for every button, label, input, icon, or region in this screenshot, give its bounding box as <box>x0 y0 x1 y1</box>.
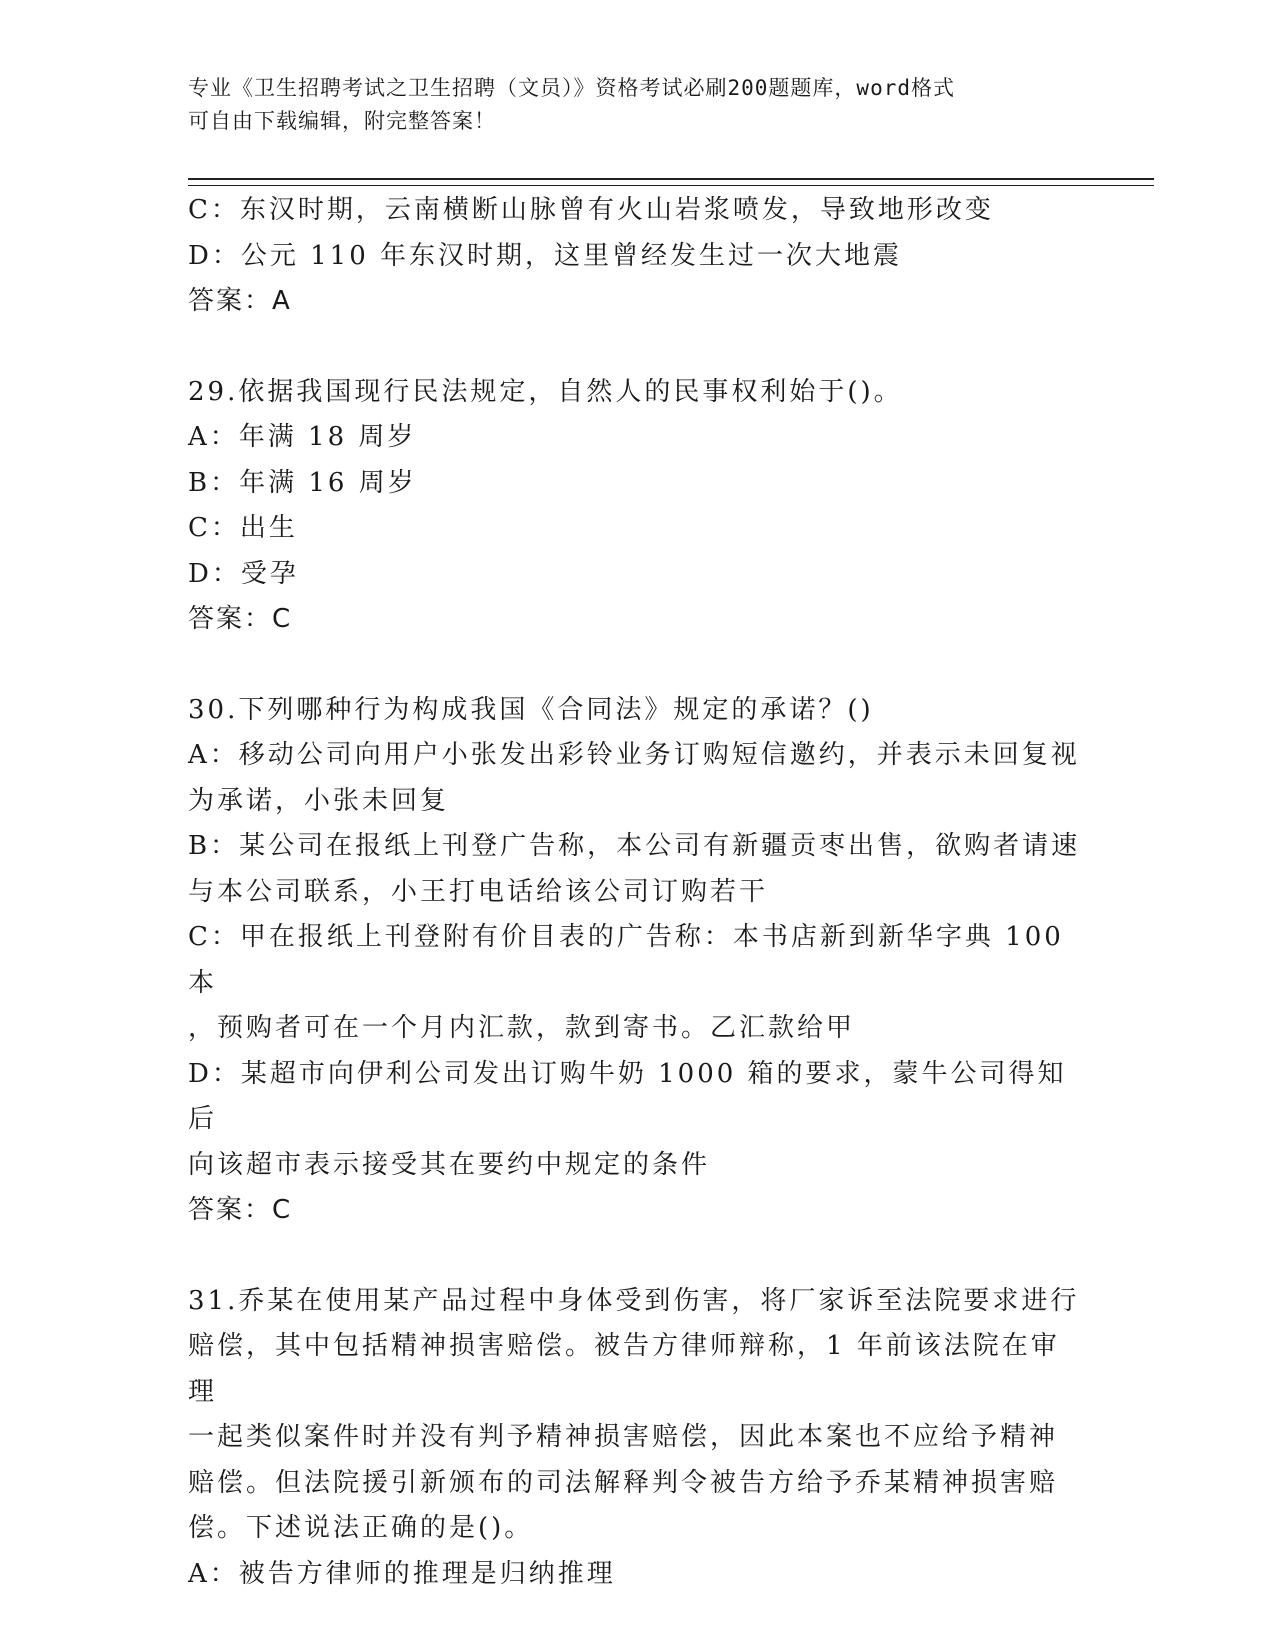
spacer <box>188 1234 1088 1279</box>
header-divider <box>188 178 1154 186</box>
q28-option-c: C：东汉时期，云南横断山脉曾有火山岩浆喷发，导致地形改变 <box>188 195 994 225</box>
q28-option-d: D：公元 110 年东汉时期，这里曾经发生过一次大地震 <box>188 240 903 271</box>
q30-option-b-line-2: 与本公司联系，小王打电话给该公司订购若干 <box>188 876 769 907</box>
q31-question-line-4: 赔偿。但法院援引新颁布的司法解释判令被告方给予乔某精神损害赔 <box>188 1467 1059 1498</box>
q29-question: 29.依据我国现行民法规定，自然人的民事权利始于()。 <box>188 376 903 407</box>
q30-option-d-line-1: D：某超市向伊利公司发出订购牛奶 1000 箱的要求，蒙牛公司得知后 <box>188 1058 1067 1134</box>
q29-answer: 答案：C <box>188 604 293 634</box>
q31-option-a: A：被告方律师的推理是归纳推理 <box>188 1558 616 1589</box>
q29-option-a: A：年满 18 周岁 <box>188 422 417 452</box>
q31-question-line-1: 31.乔某在使用某产品过程中身体受到伤害，将厂家诉至法院要求进行 <box>188 1285 1080 1316</box>
q29-option-c: C：出生 <box>188 513 298 543</box>
q30-option-c-line-1: C：甲在报纸上刊登附有价目表的广告称：本书店新到新华字典 100 本 <box>188 922 1064 998</box>
q31-question-line-5: 偿。下述说法正确的是()。 <box>188 1513 534 1543</box>
q30-option-c-line-2: ，预购者可在一个月内汇款，款到寄书。乙汇款给甲 <box>188 1013 856 1043</box>
q29-option-b: B：年满 16 周岁 <box>188 467 417 498</box>
q30-option-a-line-2: 为承诺，小张未回复 <box>188 785 450 816</box>
header-title-line-1: 专业《卫生招聘考试之卫生招聘（文员）》资格考试必刷200题题库，word格式 <box>188 76 955 100</box>
q30-option-a-line-1: A：移动公司向用户小张发出彩铃业务订购短信邀约，并表示未回复视 <box>188 740 1080 770</box>
q31-question-line-3: 一起类似案件时并没有判予精神损害赔偿，因此本案也不应给予精神 <box>188 1422 1059 1452</box>
q30-option-d-line-2: 向该超市表示接受其在要约中规定的条件 <box>188 1149 711 1180</box>
q29-option-d: D：受孕 <box>188 558 299 589</box>
q30-answer: 答案：C <box>188 1195 293 1225</box>
question-content <box>188 188 1088 1597</box>
spacer <box>188 643 1088 688</box>
spacer <box>188 325 1088 370</box>
q30-option-b-line-1: B：某公司在报纸上刊登广告称，本公司有新疆贡枣出售，欲购者请速 <box>188 831 1081 861</box>
header-title-line-2: 可自由下载编辑，附完整答案！ <box>188 109 496 133</box>
q28-answer: 答案：A <box>188 286 292 316</box>
q31-question-line-2: 赔偿，其中包括精神损害赔偿。被告方律师辩称，1 年前该法院在审理 <box>188 1331 1060 1407</box>
document-header <box>188 72 1088 138</box>
q30-question: 30.下列哪种行为构成我国《合同法》规定的承诺？() <box>188 694 874 725</box>
